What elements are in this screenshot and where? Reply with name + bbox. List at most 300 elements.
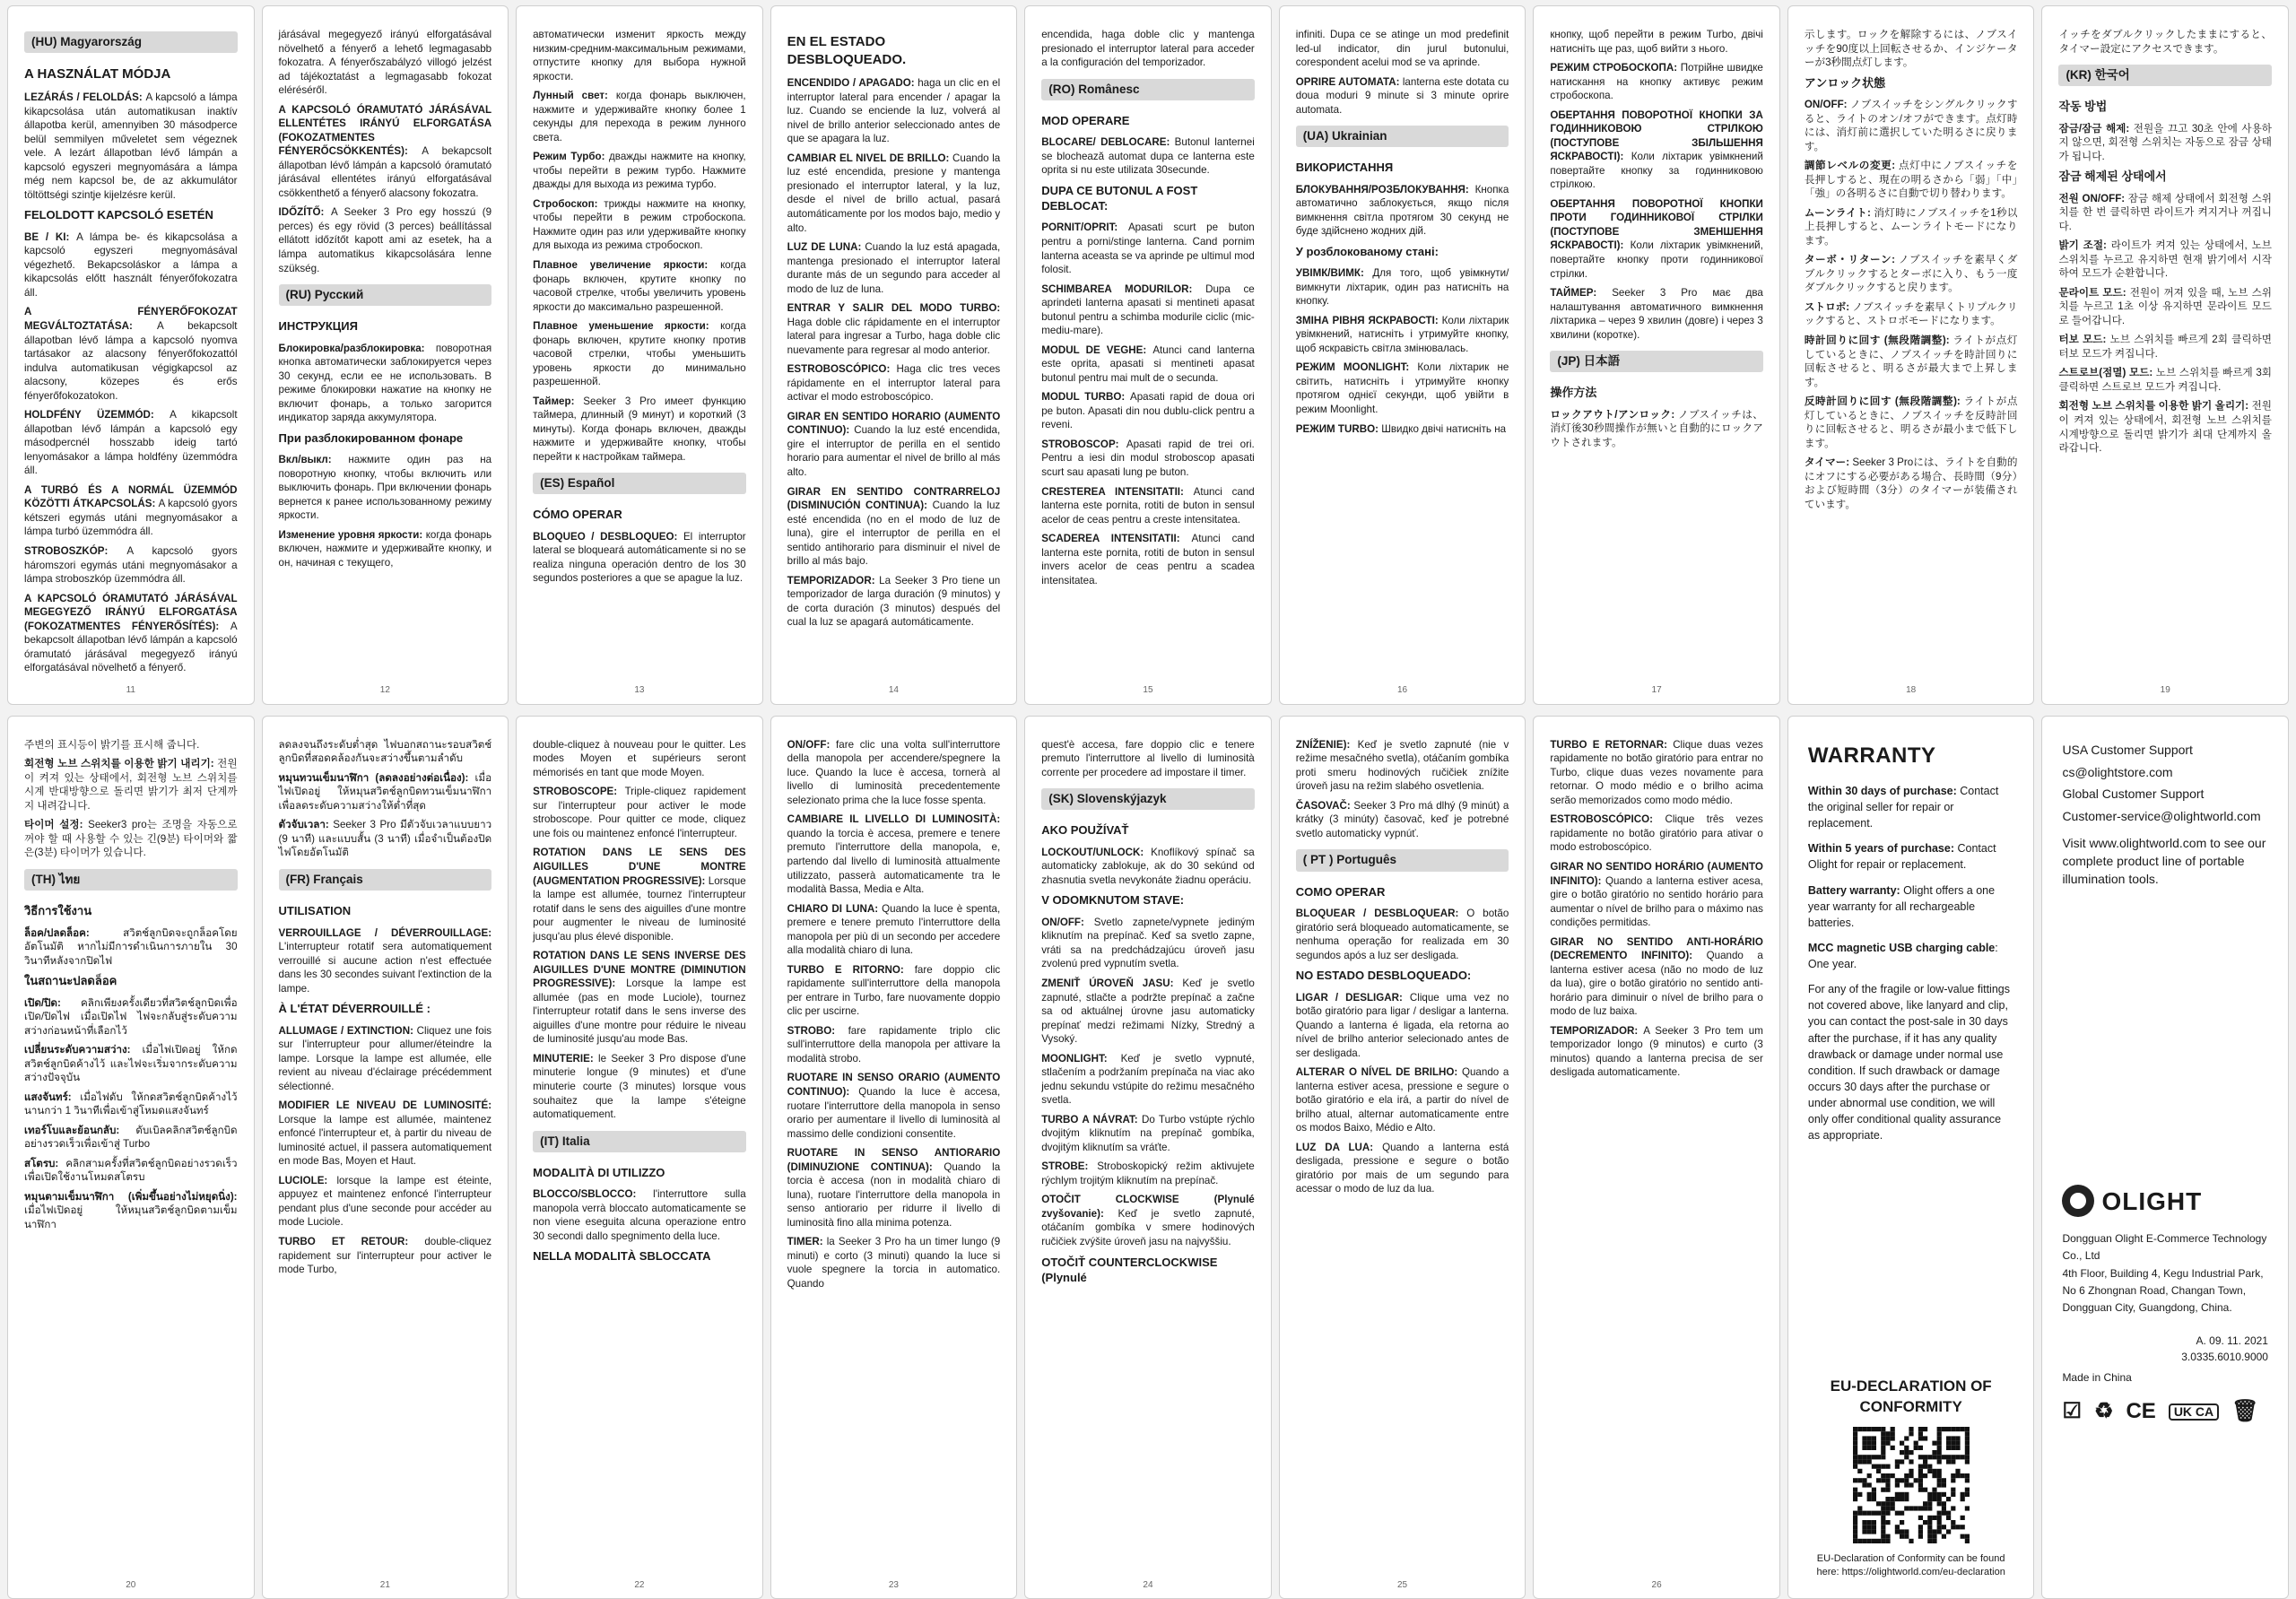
instruction-text: Dupa ce aprindeti lanterna apasati si mentineti apasat butonul pentru a schimba modurile ciclic (mic-mediu-mare).	[1041, 282, 1255, 337]
instruction-paragraph	[1041, 282, 1255, 338]
instruction-label: ESTROBOSCÓPICO:	[1550, 813, 1665, 826]
warranty-item	[1808, 940, 2014, 972]
warranty-item	[1808, 783, 2014, 831]
instruction-paragraph	[24, 818, 238, 860]
warranty-label: Battery warranty:	[1807, 883, 1904, 897]
page-body	[533, 738, 746, 1576]
instruction-paragraph	[1041, 390, 1255, 432]
instruction-label: GIRAR NO SENTIDO ANTI-HORÁRIO (DECREMENTO INFINITO):	[1550, 935, 1763, 962]
instruction-text: A kapcsoló gyors kétszeri egymás utáni megnyomásakor a lámpa turbó üzemmódra áll.	[24, 498, 238, 538]
version-date: A. 09. 11. 2021	[2196, 1334, 2268, 1348]
instruction-text: 전원이 꺼져 있을 때, 노브 스위치를 누르고 1초 이상 유지하면 문라이트 모드로 들어갑니다.	[2058, 286, 2272, 326]
instruction-paragraph	[24, 544, 238, 587]
instruction-paragraph	[1550, 860, 1763, 930]
instruction-text: Cuando la luz esté encendida, presione y mantenga presionado el interruptor lateral, y la luz, desde el nivel de brillo actual, pasará automáticamente por los modos bajo, medio y alto.	[787, 152, 1001, 234]
instruction-label: Плавное уменьшение яркости:	[533, 320, 721, 333]
instruction-paragraph	[24, 91, 238, 202]
instruction-paragraph	[1805, 395, 2018, 450]
instruction-text: le Seeker 3 Pro dispose d'une minuterie longue (9 minutes) et d'une minuterie courte (3 minutes) lorsque vous souhaitez que la lampe s'éteigne automatiquement.	[533, 1052, 746, 1121]
instruction-label: LIGAR / DESLIGAR:	[1295, 991, 1410, 1004]
instruction-label: 스트로브(점멸) 모드:	[2058, 367, 2156, 379]
instruction-label: ターボ・リターン:	[1804, 254, 1899, 266]
section-heading: UTILISATION	[278, 904, 352, 918]
instruction-label: Лунный свет:	[533, 90, 616, 102]
instruction-label: 전원 ON/OFF:	[2058, 192, 2128, 204]
instruction-text: Keď je svetlo zapnuté, otáčaním gombíka v smere hodinových ručičiek zvýšite úroveň jasu na najvyššiu.	[1041, 1207, 1255, 1247]
instruction-text: Haga clic tres veces rápidamente en el interruptor lateral para activar el modo estroboscópico.	[787, 363, 1001, 404]
instruction-label: ON/OFF:	[1041, 916, 1094, 928]
instruction-text: เมื่อไฟเปิดอยู่ ให้หมุนสวิตช์ลูกบิดตามเข็มนาฬิกา	[24, 1204, 238, 1230]
instruction-paragraph	[24, 996, 238, 1038]
section-heading: DUPA CE BUTONUL A FOST DEBLOCAT:	[1041, 183, 1198, 213]
instruction-text: Seeker 3 Pro má dlhý (9 minút) a krátky (3 minúty) časovač, keď je potrebné svetlo automaticky vypnúť.	[1295, 799, 1509, 839]
instruction-text: ノブスイッチを素早くダブルクリックするとターボに入り、もう一度ダブルクリックすると戻ります。	[1804, 254, 2018, 294]
instruction-paragraph	[279, 1024, 492, 1094]
instruction-label: УВІМК/ВИМК:	[1295, 267, 1373, 280]
section-heading: У розблокованому стані:	[1295, 244, 1439, 258]
instruction-text: 消灯時にノブスイッチを1秒以上長押しすると、ムーンライトモードになります。	[1804, 206, 2018, 247]
instruction-paragraph	[533, 846, 746, 943]
instruction-paragraph	[1041, 1113, 1255, 1155]
instruction-label: OTOČIT CLOCKWISE (Plynulé zvyšovanie):	[1041, 1194, 1255, 1220]
instruction-paragraph	[279, 1099, 492, 1169]
section-heading: À L'ÉTAT DÉVERROUILLÉ :	[278, 1002, 430, 1016]
page-number: 20	[126, 1580, 136, 1591]
instruction-text: Коли ліхтарик увімкнений, натисніть і утримуйте кнопку, щоб яскравість світла змінювалась.	[1295, 314, 1509, 354]
warranty-label: Within 30 days of purchase:	[1807, 784, 1961, 797]
instruction-paragraph	[2058, 399, 2272, 455]
instruction-paragraph	[1296, 991, 1509, 1061]
instruction-label: PORNIT/OPRIT:	[1041, 222, 1128, 234]
global-support-email[interactable]: Customer-service@olightworld.com	[2062, 809, 2261, 824]
instruction-paragraph	[1296, 314, 1509, 356]
instruction-label: CAMBIARE IL LIVELLO DI LUMINOSITÀ:	[787, 813, 1001, 826]
language-header: (SK) Slovenskýjazyk	[1041, 788, 1255, 810]
instruction-paragraph	[1550, 109, 1763, 192]
instruction-text: Cuando la luz está apagada, mantenga presionado el interruptor lateral durante más de un segundo para acceder al modo de luz de luna.	[787, 241, 1001, 295]
instruction-paragraph	[24, 408, 238, 478]
instruction-label: ОБЕРТАННЯ ПОВОРОТНОЇ КНОПКИ ПРОТИ ГОДИННИКОВОЇ СТРІЛКИ (ПОСТУПОВЕ ЗМЕНШЕННЯ ЯСКРАВОСТІ):	[1550, 197, 1763, 252]
manual-sheet	[7, 5, 2289, 1591]
instruction-paragraph	[787, 410, 1001, 480]
section-heading: MOD OPERARE	[1041, 113, 1130, 127]
instruction-label: ENCENDIDO / APAGADO:	[787, 77, 918, 90]
instruction-paragraph	[1805, 456, 2018, 511]
instruction-label: หมุนทวนเข็มนาฬิกา (ลดลงอย่างต่อเนื่อง):	[278, 771, 475, 784]
section-heading: OTOČIŤ COUNTERCLOCKWISE (Plynulé	[1041, 1255, 1218, 1284]
instruction-text: Швидко двічі натисніть на	[1381, 422, 1507, 435]
instruction-paragraph	[1041, 343, 1255, 386]
instruction-paragraph	[787, 485, 1001, 569]
page-number: 13	[634, 685, 645, 696]
instruction-paragraph	[1550, 197, 1763, 281]
instruction-paragraph	[1805, 334, 2018, 389]
page-body	[1296, 738, 1509, 1576]
instruction-text: A bekapcsolt állapotban lévő lámpán a kapcsoló óramutató járásával ellentétes irányú elforgatásával csökkenthető a fényerő alacsony fokozatra.	[278, 145, 492, 199]
instruction-label: 反時計回りに回す (無段階調整):	[1804, 395, 1964, 408]
instruction-text: Seeker 3 Pro มีตัวจับเวลาแบบยาว (9 นาที) และแบบสั้น (3 นาที) เมื่อจำเป็นต้องปิดไฟโดยอัตโนมัติ	[278, 819, 492, 859]
instruction-text: Quando la luce è accesa, ruotare l'interruttore della manopola in senso orario per aumentare il livello di luminosità al massimo delle condizioni consentite.	[787, 1085, 1001, 1140]
instruction-paragraph	[1805, 159, 2018, 201]
instruction-paragraph	[1296, 738, 1509, 794]
manual-page	[262, 716, 509, 1599]
section-heading: При разблокированном фонаре	[278, 430, 464, 445]
instruction-label: STROBE:	[1041, 1160, 1098, 1173]
instruction-label: ČASOVAČ:	[1295, 799, 1354, 812]
manual-page	[1024, 5, 1272, 705]
instruction-paragraph	[1805, 28, 2018, 70]
instruction-paragraph	[1550, 813, 1763, 855]
instruction-paragraph	[533, 1187, 746, 1243]
instruction-text: 전원이 켜져 있는 상태에서, 회전형 노브 스위치를 시계 반대방향으로 돌리면 밝기가 최저 단계까지 내려갑니다.	[24, 758, 238, 812]
instruction-label: GIRAR EN SENTIDO HORARIO (AUMENTO CONTINUO):	[787, 410, 1001, 437]
page-number: 25	[1396, 1580, 1408, 1591]
checkmark-icon: ☑	[2062, 1399, 2082, 1424]
instruction-paragraph	[1550, 935, 1763, 1019]
instruction-text: дважды нажмите на кнопку, чтобы перейти в режим турбо. Нажмите дважды для выхода из режима турбо.	[533, 151, 746, 191]
instruction-label: ON/OFF:	[1804, 99, 1850, 110]
instruction-paragraph	[279, 528, 492, 570]
instruction-label: SCHIMBAREA MODURILOR:	[1041, 282, 1206, 295]
page-body	[2058, 28, 2272, 681]
ce-mark: CE	[2126, 1399, 2156, 1424]
instruction-label: MODUL TURBO:	[1041, 391, 1130, 404]
instruction-text: 노브 스위치를 빠르게 3회 클릭하면 스트로브 모드가 켜집니다.	[2058, 367, 2272, 393]
instruction-label: ตัวจับเวลา:	[278, 819, 334, 831]
instruction-label: TURBO ET RETOUR:	[278, 1236, 425, 1247]
section-heading: AKO POUŽÍVAŤ	[1041, 823, 1129, 838]
warranty-text: Contact Olight for repair or replacement.	[1807, 842, 1996, 872]
instruction-label: 調節レベルの変更:	[1804, 160, 1899, 172]
instruction-text: イッチをダブルクリックしたままにすると、タイマー設定にアクセスできます。	[2058, 29, 2272, 55]
instruction-paragraph	[1550, 28, 1763, 56]
instruction-text: Quando a lanterna está desligada, pressione e segure o botão giratório por mais de um segundo para acessar o modo de luz da lua.	[1295, 1141, 1509, 1195]
instruction-label: แสงจันทร์:	[24, 1091, 81, 1103]
instruction-text: fare clic una volta sull'interruttore della manopola per accendere/spegnere la luce. Quando la luce è accesa, tornerà al livello di luminosità precedentemente selezionato prima che la luce fosse spenta.	[787, 738, 1001, 806]
instruction-text: 노브 스위치를 빠르게 2회 클릭하면 터보 모드가 켜집니다.	[2058, 334, 2272, 360]
instruction-paragraph	[533, 197, 746, 253]
instruction-text: Коли ліхтарик не світить, натисніть і утримуйте кнопку протягом однієї секунди, щоб увійти в режим Moonlight.	[1295, 361, 1509, 415]
instruction-label: 타이머 설정:	[24, 819, 89, 831]
instruction-paragraph	[533, 395, 746, 465]
instruction-text: Apasati rapid de trei ori. Pentru a iesi din modul stroboscop apasati scurt sau apasati lung pe buton.	[1041, 438, 1255, 478]
eu-declaration-title: EU-DECLARATION OF CONFORMITY	[1830, 1377, 1992, 1416]
instruction-label: เทอร์โบและย้อนกลับ:	[24, 1124, 136, 1136]
instruction-text: double-cliquez à nouveau pour le quitter. Les modes Moyen et supérieurs seront mémorisés en tant que mode Moyen.	[533, 738, 746, 778]
instruction-label: ON/OFF:	[787, 738, 837, 751]
instruction-paragraph	[1805, 206, 2018, 248]
section-heading: CÓMO OPERAR	[533, 508, 622, 522]
instruction-label: GIRAR EN SENTIDO CONTRARRELOJ (DISMINUCIÓN CONTINUA):	[787, 485, 1001, 512]
website-visit-text[interactable]: Visit www.olightworld.com to see our complete product line of portable illumination tools.	[2062, 835, 2266, 887]
instruction-label: TURBO A NÁVRAT:	[1041, 1113, 1142, 1125]
instruction-text: Svetlo zapnete/vypnete jediným kliknutím na prepínač. Keď sa svetlo zapne, vráti sa na predchádzajúcu úroveň jasu zvolenú pred vypnutím svetla.	[1041, 916, 1255, 970]
warranty-item	[1808, 882, 2014, 931]
usa-support-email[interactable]: cs@olightstore.com	[2062, 764, 2173, 779]
instruction-paragraph	[24, 592, 238, 675]
warranty-label: Within 5 years of purchase:	[1807, 842, 1958, 856]
page-body	[1805, 28, 2018, 681]
instruction-text: Apasati scurt pe buton pentru a porni/stinge lanterna. Cand pornim lanterna aceasta se va aprinde pe ultimul mod folosit.	[1041, 222, 1255, 276]
instruction-text: A Seeker 3 Pro tem um temporizador longo (9 minutos) e curto (3 minutos) quando a lanterna precisa de ser desligada automaticamente.	[1550, 1024, 1763, 1079]
instruction-label: Плавное увеличение яркости:	[533, 258, 721, 271]
language-header: (UA) Ukrainian	[1296, 126, 1509, 147]
instruction-paragraph	[1041, 977, 1255, 1047]
instruction-paragraph	[533, 319, 746, 389]
instruction-label: Изменение уровня яркости:	[278, 528, 426, 541]
instruction-paragraph	[1041, 532, 1255, 587]
instruction-paragraph	[787, 902, 1001, 958]
instruction-text: Для того, щоб увімкнути/вимкнути ліхтарик, один раз натисніть на кнопку.	[1295, 267, 1509, 308]
instruction-label: ОБЕРТАННЯ ПОВОРОТНОЇ КНОПКИ ЗА ГОДИННИКОВОЮ СТРІЛКОЮ (ПОСТУПОВЕ ЗБІЛЬШЕННЯ ЯСКРАВОСТІ):	[1550, 109, 1763, 163]
instruction-paragraph	[1296, 907, 1509, 962]
instruction-text: ライトが点灯しているときに、ノブスイッチを時計回りに回転させると、明るさが最大まで上昇します。	[1804, 334, 2018, 388]
page-body	[533, 28, 746, 681]
instruction-text: Stroboskopický režim aktivujete rýchlym trojitým kliknutím na prepínač.	[1041, 1160, 1255, 1186]
language-header: (HU) Magyarország	[24, 31, 238, 53]
instruction-text: 示します。ロックを解除するには、ノブスイッチを90度以上回転させるか、インジケーターが3秒間点灯します。	[1804, 29, 2018, 69]
instruction-text: Коли ліхтарик увімкнений, повертайте кнопку проти годинникової стрілки.	[1550, 239, 1763, 280]
instruction-text: เมื่อไฟเปิดอยู่ ให้หมุนสวิตช์ลูกบิดทวนเข็มนาฬิกาเพื่อลดระดับความสว่างให้ต่ำที่สุด	[278, 771, 492, 812]
section-heading: ВИКОРИСТАННЯ	[1295, 161, 1394, 175]
instruction-text: A kapcsoló a lámpa kikapcsolása után automatikusan inaktív állapotba kerül, amennyiben 30 másodperce belül semmilyen műveletet sem végeznek vele. A lezárt állapotban lévő lámpán a kapcsoló egyszeri megnyomására a lámpa még nem kapcsol be, de az akkumulátor töltöttségi szintje kijelzésre kerül.	[24, 91, 238, 201]
instruction-label: 時計回りに回す (無段階調整):	[1804, 334, 1953, 346]
instruction-text: Do Turbo vstúpte rýchlo dvojitým kliknutím na prepínač gombíka, dvojitým kliknutím sa vráťte.	[1041, 1113, 1255, 1153]
instruction-text: Quando la torcia è accesa (non in modalità chiaro di luna), ruotare l'interruttore della manopola in senso antiorario per ridurre il livello di luminosità fino alla minima potenza.	[787, 1160, 1001, 1229]
instruction-paragraph	[2058, 28, 2272, 56]
language-header: (JP) 日本語	[1550, 351, 1763, 372]
version-info	[2062, 1333, 2268, 1365]
company-name: Dongguan Olight E-Commerce Technology Co., Ltd	[2062, 1232, 2267, 1263]
instruction-label: ESTROBOSCÓPICO:	[787, 363, 897, 376]
instruction-text: lorsque la lampe est éteinte, appuyez et maintenez enfoncé l'interrupteur pendant plus d'une seconde pour accéder au mode Luciole.	[278, 1174, 492, 1229]
manual-page	[516, 716, 763, 1599]
instruction-text: автоматически изменит яркость между низким-средним-максимальным режимами, отпустите кнопку для выбора нужной яркости.	[533, 29, 746, 83]
instruction-paragraph	[279, 1174, 492, 1230]
instruction-label: เปลี่ยนระดับความสว่าง:	[24, 1044, 143, 1056]
instruction-label: ZNÍŽENIE):	[1295, 738, 1358, 751]
instruction-text: нажмите один раз на поворотную кнопку, чтобы включить или выключить фонарь. При включении фонарь вернется к ранее использованному режиму яркости.	[278, 454, 492, 522]
page-number: 22	[634, 1580, 645, 1591]
instruction-label: LUCIOLE:	[278, 1174, 337, 1186]
instruction-text: Cuando la luz esté encendida, gire el interruptor de perilla en el sentido horario para aumentar el nivel de brillo al más alto.	[787, 424, 1001, 478]
instruction-paragraph	[787, 1146, 1001, 1230]
instruction-paragraph	[1805, 300, 2018, 328]
instruction-text: double-cliquez rapidement sur l'interrupteur pour activer le mode Turbo,	[278, 1236, 492, 1276]
instruction-label: ロックアウト/アンロック:	[1550, 408, 1678, 421]
manual-page	[770, 5, 1018, 705]
instruction-paragraph	[1296, 75, 1509, 117]
instruction-label: 잠금/잠금 해제:	[2058, 122, 2134, 135]
section-heading: MODALITÀ DI UTILIZZO	[533, 1165, 665, 1179]
instruction-label: CHIARO DI LUNA:	[787, 902, 883, 915]
instruction-text: สวิตช์ลูกบิดจะถูกล็อคโดยอัตโนมัติ หากไม่มีการดำเนินการภายใน 30 วินาทีหลังจากปิดไฟ	[24, 926, 238, 967]
instruction-paragraph	[2058, 239, 2272, 281]
instruction-text: ライトが点灯しているときに、ノブスイッチを反時計回りに回転させると、明るさが最小まで低下します。	[1804, 395, 2018, 449]
instruction-text: когда фонарь включен, крутите кнопку по часовой стрелке, чтобы увеличить уровень яркости до максимально разрешенной.	[533, 258, 746, 313]
instruction-label: ストロボ:	[1804, 300, 1853, 313]
instruction-paragraph	[1041, 485, 1255, 527]
instruction-label: STROBO:	[787, 1024, 848, 1037]
instruction-text: когда фонарь включен, крутите кнопку против часовой стрелки, чтобы уменьшить уровень яркости до минимально разрешенной.	[533, 320, 746, 388]
manual-page	[1533, 716, 1780, 1599]
page-number: 12	[379, 685, 390, 696]
instruction-text: quest'è accesa, fare doppio clic e tenere premuto l'interruttore al livello di luminosità corrente per procedere ad impostare il timer.	[1041, 738, 1255, 778]
instruction-text: Lorsque la lampe est allumée (pas en mode Luciole), tournez l'interrupteur rotatif dans le sens inverse des aiguilles d'une montre pour réduire le niveau de luminosité jusqu'au mode Bas.	[533, 978, 746, 1046]
manual-page	[516, 5, 763, 705]
instruction-text: поворотная кнопка автоматически заблокируется через 30 секунд, если ее не использовать. В режиме блокировки нажатие на кнопку не включит фонарь, а только загорится индикатор заряда аккумулятора.	[278, 342, 492, 424]
version-code: 3.0335.6010.9000	[2181, 1351, 2268, 1364]
instruction-label: เปิด/ปิด:	[24, 996, 81, 1009]
section-heading: NELLA MODALITÀ SBLOCCATA	[533, 1249, 711, 1264]
instruction-label: 문라이트 모드:	[2058, 286, 2130, 299]
manual-page	[2041, 5, 2289, 705]
instruction-paragraph	[787, 301, 1001, 357]
instruction-paragraph	[1296, 266, 1509, 309]
instruction-label: BLOQUEAR / DESBLOQUEAR:	[1295, 907, 1467, 919]
instruction-paragraph	[279, 453, 492, 523]
instruction-label: BLOQUEO / DESBLOQUEO:	[533, 530, 683, 543]
instruction-text: encendida, haga doble clic y mantenga presionado el interruptor lateral para acceder a la configuración del temporizador.	[1041, 29, 1255, 69]
instruction-paragraph	[1041, 916, 1255, 971]
instruction-text: Коли ліхтарик увімкнений повертайте кнопку за годинниковою стрілкою.	[1550, 151, 1763, 191]
section-heading: 작동 방법	[2058, 100, 2108, 114]
instruction-label: GIRAR NO SENTIDO HORÁRIO (AUMENTO INFINITO):	[1550, 861, 1763, 887]
brand-name: OLIGHT	[2101, 1186, 2203, 1215]
manual-page	[262, 5, 509, 705]
instruction-paragraph	[1296, 361, 1509, 416]
instruction-paragraph	[2058, 333, 2272, 361]
instruction-label: SCADEREA INTENSITATII:	[1041, 533, 1192, 545]
instruction-label: TIMER:	[787, 1236, 827, 1248]
instruction-label: LUZ DE LUNA:	[787, 241, 865, 254]
instruction-text: Quando la luce è spenta, premere e tenere premuto l'interruttore della manopola per più di un secondo per accedere alla modalità chiaro di luna.	[787, 902, 1001, 957]
section-heading: FELOLDOTT KAPCSOLÓ ESETÉN	[24, 208, 213, 222]
made-in: Made in China	[2062, 1371, 2132, 1385]
section-heading: 잠금 해제된 상태에서	[2058, 169, 2167, 184]
instruction-text: ノブスイッチを素早くトリプルクリックすると、ストロボモードになります。	[1804, 300, 2018, 327]
instruction-label: ALTERAR O NÍVEL DE BRILHO:	[1295, 1066, 1462, 1079]
instruction-text: 라이트가 켜져 있는 상태에서, 노브 스위치를 누르고 유지하면 현재 밝기에서 시작하여 모드가 순환합니다.	[2058, 239, 2272, 280]
instruction-text: Atunci cand lanterna este pornita, rotiti de buton in sensul acelor de ceas pentru a creste intensitatea.	[1041, 485, 1255, 526]
eu-declaration-text: EU-Declaration of Conformity can be found here: https://olightworld.com/eu-declaration	[1816, 1552, 2005, 1577]
page-number: 15	[1143, 685, 1153, 696]
instruction-paragraph	[2058, 122, 2272, 164]
instruction-label: IDŐZÍTŐ:	[278, 206, 331, 219]
instruction-text: Lorsque la lampe est allumée, tournez l'interrupteur rotatif dans le sens des aiguilles d'une montre pour augmenter le niveau de luminosité jusqu'au plus élevé disponible.	[533, 874, 746, 943]
instruction-paragraph	[279, 738, 492, 766]
instruction-text: A bekapcsolt állapotban lévő lámpán a kapcsoló óramutató járásával megegyező irányú elforgatásával növelhető a fényerő.	[24, 620, 238, 674]
instruction-label: A FÉNYERŐFOKOZAT MEGVÁLTOZTATÁSA:	[24, 306, 238, 333]
instruction-text: 点灯中にノブスイッチを長押しすると、現在の明るさから「弱」「中」「強」の各明るさに自動で切り替わります。	[1804, 160, 2018, 200]
instruction-text: Clique duas vezes rapidamente no botão giratório para entrar no Turbo, clique duas vezes novamente para retornar. O modo médio e o brilho acima serão memorizados como modo médio.	[1550, 738, 1763, 806]
instruction-paragraph	[279, 342, 492, 425]
instruction-text: Lorsque la lampe est allumée, maintenez enfoncé l'interrupteur et, à partir du niveau de luminosité actuel, il passera automatiquement en mode Bas, Moyen et Haut.	[278, 1113, 492, 1168]
section-heading: NO ESTADO DESBLOQUEADO:	[1295, 969, 1472, 983]
manual-page	[1279, 716, 1526, 1599]
instruction-text: lanterna este dotata cu doua moduri 9 minute si 3 minute oprire automata.	[1295, 75, 1509, 116]
section-heading: V ODOMKNUTOM STAVE:	[1041, 893, 1185, 908]
language-header: (KR) 한국어	[2058, 65, 2272, 86]
instruction-label: РЕЖИМ СТРОБОСКОПА:	[1550, 62, 1681, 74]
instruction-text: คลิกสามครั้งที่สวิตช์ลูกบิดอย่างรวดเร็วเพื่อเปิดใช้งานโหมดสโตรบ	[24, 1157, 238, 1184]
instruction-paragraph	[1041, 1193, 1255, 1248]
section-heading: EN EL ESTADO DESBLOQUEADO.	[787, 34, 907, 68]
instruction-label: 회전형 노브 스위치를 이용한 밝기 내리기:	[24, 758, 218, 770]
instruction-paragraph	[279, 926, 492, 996]
page-body	[24, 28, 238, 681]
certification-marks	[2062, 1397, 2268, 1426]
instruction-paragraph	[1550, 286, 1763, 342]
instruction-label: ENTRAR Y SALIR DEL MODO TURBO:	[787, 302, 1001, 315]
page-number: 19	[2160, 685, 2170, 696]
instruction-label: CRESTEREA INTENSITATII:	[1041, 485, 1194, 498]
instruction-paragraph	[1805, 98, 2018, 153]
manual-page	[1279, 5, 1526, 705]
instruction-paragraph	[787, 362, 1001, 404]
instruction-paragraph	[533, 785, 746, 840]
instruction-label: BE / KI:	[24, 230, 77, 243]
page-body	[279, 738, 492, 1576]
instruction-text: La Seeker 3 Pro tiene un temporizador de larga duración (9 minutos) y de corta duración (3 minutos) después del cual la luz se apagará automáticamente.	[787, 574, 1001, 629]
instruction-text: fare rapidamente triplo clic sull'interruttore della manopola per attivare la modalità strobo.	[787, 1024, 1001, 1065]
instruction-label: TURBO E RETORNAR:	[1550, 738, 1674, 751]
instruction-paragraph	[24, 926, 238, 969]
manual-page	[770, 716, 1018, 1599]
instruction-text: Quando a lanterna estiver acesa, pressione e segure o botão giratório e ela irá, a partir do nível de brilho atual, alternar automaticamente entre os modos Baixo, Médio e Alto.	[1295, 1066, 1509, 1134]
instruction-paragraph	[787, 963, 1001, 1019]
instruction-text: 잠금 해제 상태에서 회전형 스위치를 한 번 클릭하면 라이트가 켜지거나 꺼집니다.	[2058, 192, 2272, 232]
instruction-text: la Seeker 3 Pro ha un timer lungo (9 minuti) e corto (3 minuti) quando la luce si vuole spegnere la torcia in automatico. Quando	[787, 1236, 1001, 1290]
instruction-label: A TURBÓ ÉS A NORMÁL ÜZEMMÓD KÖZÖTTI ÁTKAPCSOLÁS:	[24, 483, 238, 510]
instruction-paragraph	[24, 1157, 238, 1185]
language-header: (FR) Français	[279, 869, 492, 891]
company-info	[2062, 1230, 2268, 1317]
instruction-text: ノブスイッチをシングルクリックすると、ライトのオン/オフができます。点灯時には、消灯前に選択していた明るさに戻ります。	[1804, 99, 2018, 152]
instruction-paragraph	[1550, 408, 1763, 450]
instruction-text: Clique três vezes rapidamente no botão giratório para ativar o modo estroboscópico.	[1550, 813, 1763, 854]
manual-page	[1787, 5, 2035, 705]
instruction-paragraph	[24, 305, 238, 403]
global-support-title: Global Customer Support	[2062, 786, 2205, 802]
qr-code-icon[interactable]	[1853, 1427, 1970, 1543]
instruction-text: járásával megegyező irányú elforgatásával növelhető a fényerő a lehető legmagasabb fokozatra. A fényerőszabályzó villogó jelzést ad tájékoztatást a legmagasabb fokozat eléréséről.	[278, 29, 492, 97]
instruction-text: трижды нажмите на кнопку, чтобы перейти в режим стробоскопа. Нажмите один раз или удерживайте кнопку для выхода из режима стробоскоп.	[533, 197, 746, 252]
section-heading: ในสถานะปลดล็อค	[24, 974, 117, 988]
instruction-paragraph	[533, 1052, 746, 1122]
instruction-paragraph	[279, 28, 492, 98]
instruction-label: ZMENIŤ ÚROVEŇ JASU:	[1041, 977, 1183, 989]
warranty-item	[1808, 840, 2014, 873]
instruction-label: TURBO E RITORNO:	[787, 963, 915, 976]
instruction-label: A KAPCSOLÓ ÓRAMUTATÓ JÁRÁSÁVAL ELLENTÉTES IRÁNYÚ ELFORGATÁSA (FOKOZATMENTES FÉNYERŐCSÖKKENTÉS):	[278, 103, 492, 158]
instruction-paragraph	[787, 1235, 1001, 1290]
instruction-text: fare doppio clic rapidamente sull'interruttore della manopola per entrare in Turbo, fare nuovamente doppio clic per uscirne.	[787, 963, 1001, 1018]
instruction-paragraph	[533, 530, 746, 586]
company-address: 4th Floor, Building 4, Kegu Industrial Park, No 6 Zhongnan Road, Changan Town, Dongguan City, Guangdong, China.	[2062, 1266, 2264, 1314]
instruction-paragraph	[787, 240, 1001, 296]
instruction-text: Atunci cand lanterna este oprita, apasati si mentineti apasat butonul pentru mai mult de o secunda.	[1041, 343, 1255, 384]
instruction-text: Потрійне швидке натискання на кнопку активує режим стробоскопа.	[1550, 62, 1763, 102]
instruction-paragraph	[24, 1124, 238, 1151]
olight-logo	[2062, 1185, 2268, 1219]
page-body	[1041, 738, 1255, 1576]
language-header: (RU) Русский	[279, 284, 492, 306]
warranty-text: Contact the original seller for repair or replacement.	[1807, 784, 1999, 830]
instruction-text: когда фонарь включен, нажмите и удерживайте кнопку, и он, начиная с текущего,	[278, 528, 492, 569]
usa-support-title: USA Customer Support	[2062, 742, 2193, 757]
instruction-label: MINUTERIE:	[533, 1052, 599, 1065]
